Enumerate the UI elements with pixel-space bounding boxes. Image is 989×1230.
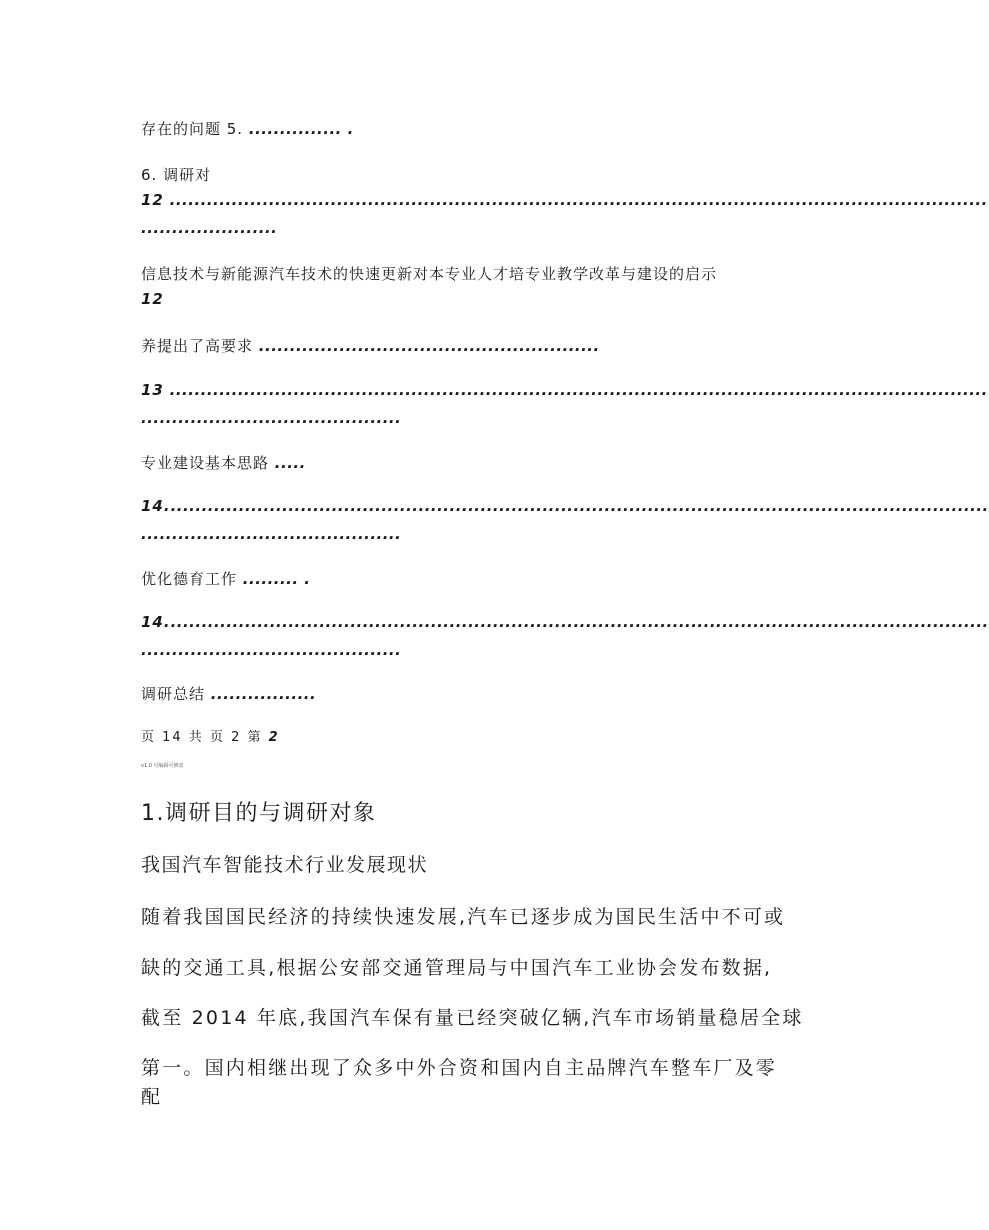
paragraph-line: 第一。国内相继出现了众多中外合资和国内自主品牌汽车整车厂及零 (141, 1057, 778, 1079)
paragraph-line: 缺的交通工具,根据公安部交通管理局与中国汽车工业协会发布数据, (141, 957, 773, 979)
section-heading: 1.调研目的与调研对象 (141, 801, 377, 826)
toc-entry-title: 6. 调研对 (141, 166, 212, 184)
toc-leader-dots: ...................... (141, 219, 278, 237)
section-subheading: 我国汽车智能技术行业发展现状 (141, 854, 429, 876)
toc-page-number: 12 (141, 191, 164, 209)
toc-leader-dots: .......................................... (141, 409, 402, 427)
toc-leader-dots: .......................................... (141, 641, 402, 659)
toc-leader-dots: ................. (210, 685, 317, 703)
toc-entry-tech-update (141, 263, 717, 284)
toc-entry-title: 养提出了高要求 (141, 337, 254, 355)
toc-entry-research-object (141, 164, 211, 185)
toc-entry-title: 专业建设基本思路 (141, 454, 270, 472)
toc-entry-title: 信息技术与新能源汽车技术的快速更新对本专业人才培专业教学改革与建设的启示 (141, 265, 718, 283)
toc-entry-high-requirements (141, 335, 600, 356)
toc-page-number: 12 (141, 290, 164, 308)
toc-entry-page-line (141, 613, 989, 631)
toc-leader-dots: .......................................... (141, 525, 402, 543)
toc-entry-page-line (141, 497, 989, 515)
toc-leader-dots: .................................................................................................................................... (170, 613, 989, 631)
toc-entry-basic-ideas (141, 452, 306, 473)
toc-entry-title: 优化德育工作 (141, 570, 238, 588)
toc-leader-continuation (141, 219, 277, 237)
toc-leader-dots: .................................................................................................................................... (169, 191, 988, 209)
paragraph-line: 截至 2014 年底,我国汽车保有量已经突破亿辆,汽车市场销量稳居全球 (141, 1007, 804, 1029)
paragraph-line: 配 (141, 1086, 163, 1108)
toc-page-number: 14. (141, 613, 171, 631)
toc-page-number: 14. (141, 497, 171, 515)
toc-leader-continuation (141, 409, 401, 427)
toc-leader-dots: ..... (274, 454, 306, 472)
toc-entry-title: 存在的问题 5. (141, 120, 244, 138)
toc-leader-continuation (141, 525, 401, 543)
toc-entry-summary (141, 683, 316, 704)
page-footer-text: 页 14 共 页 2 第 (141, 730, 263, 745)
paragraph-line: 随着我国国民经济的持续快速发展,汽车已逐步成为国民生活中不可或 (141, 906, 786, 928)
toc-entry-moral-education (141, 568, 311, 589)
toc-leader-dots: .................................................................................................................................... (169, 381, 988, 399)
toc-leader-dots: .................................................................................................................................... (170, 497, 989, 515)
toc-entry-page-line (141, 381, 988, 399)
toc-entry-problems (141, 118, 354, 139)
toc-leader-dots: ......... . (242, 570, 311, 588)
toc-leader-dots: ....................................................... (258, 337, 600, 355)
page-footer-number: 2 (268, 730, 280, 745)
toc-leader-dots: ............... . (248, 120, 354, 138)
version-note: v1.0 可编辑可修改 (141, 763, 184, 769)
toc-entry-page-line (141, 191, 988, 209)
page-footer (141, 726, 280, 745)
toc-entry-title: 调研总结 (141, 685, 206, 703)
toc-leader-continuation (141, 641, 401, 659)
toc-page-number: 13 (141, 381, 164, 399)
